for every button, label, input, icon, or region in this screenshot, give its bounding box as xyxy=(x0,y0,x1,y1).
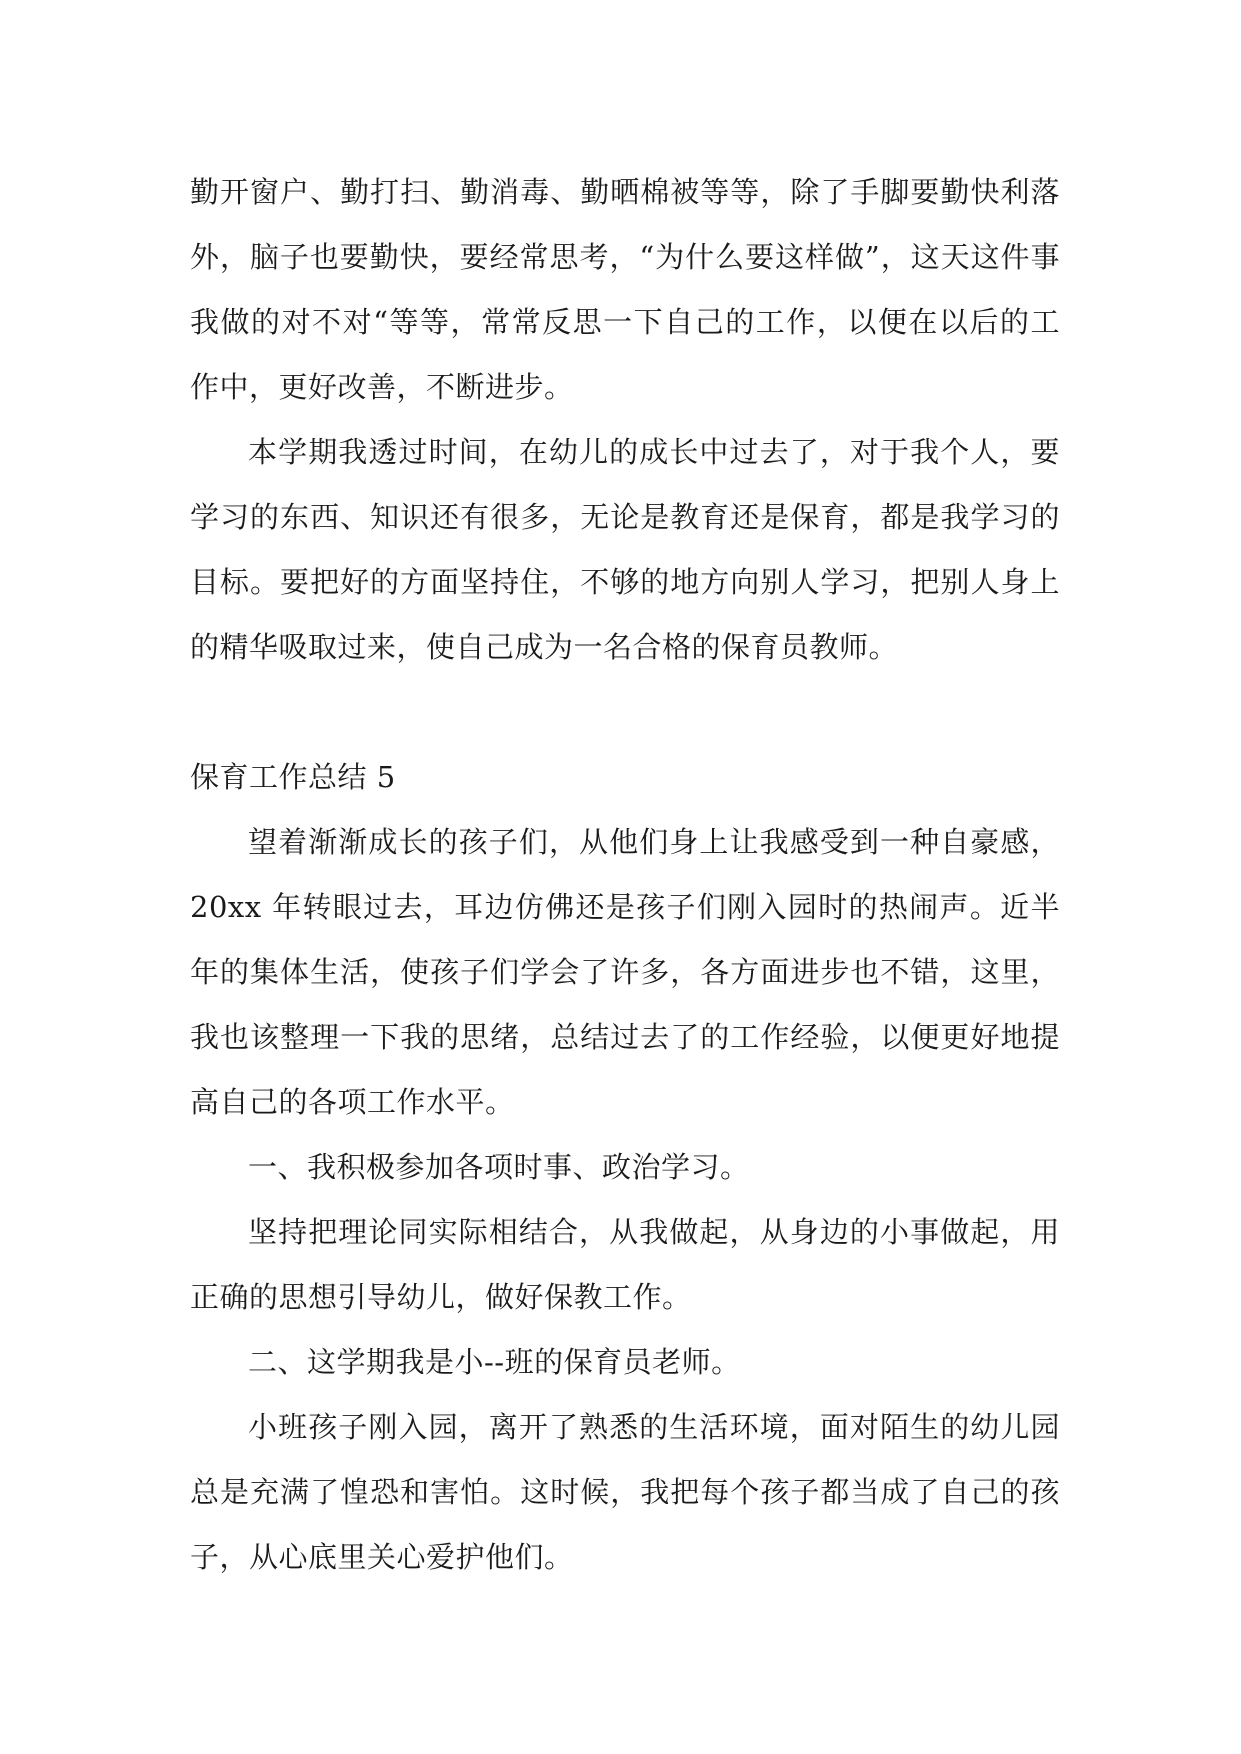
paragraph: 望着渐渐成长的孩子们，从他们身上让我感受到一种自豪感，20xx 年转眼过去，耳边仿佛还是孩子们刚入园时的热闹声。近半年的集体生活，使孩子们学会了许多，各方面进步也不错，这里，我也该整理一下我的思绪，总结过去了的工作经验，以便更好地提高自己的各项工作水平。 xyxy=(190,825,1060,1119)
paragraph: 小班孩子刚入园，离开了熟悉的生活环境，面对陌生的幼儿园总是充满了惶恐和害怕。这时候，我把每个孩子都当成了自己的孩子，从心底里关心爱护他们。 xyxy=(190,1410,1060,1574)
paragraph: 坚持把理论同实际相结合，从我做起，从身边的小事做起，用正确的思想引导幼儿，做好保教工作。 xyxy=(190,1215,1060,1314)
paragraph: 一、我积极参加各项时事、政治学习。 xyxy=(248,1150,750,1184)
document-body xyxy=(190,160,1060,1590)
paragraph: 勤开窗户、勤打扫、勤消毒、勤晒棉被等等，除了手脚要勤快利落外，脑子也要勤快，要经常思考，“为什么要这样做”，这天这件事我做的对不对“等等，常常反思一下自己的工作，以便在以后的工作中，更好改善，不断进步。 xyxy=(190,175,1060,404)
paragraph: 二、这学期我是小--班的保育员老师。 xyxy=(248,1345,741,1379)
paragraph: 本学期我透过时间，在幼儿的成长中过去了，对于我个人，要学习的东西、知识还有很多，无论是教育还是保育，都是我学习的目标。要把好的方面坚持住，不够的地方向别人学习，把别人身上的精华吸取过来，使自己成为一名合格的保育员教师。 xyxy=(190,435,1060,664)
section-heading: 保育工作总结 5 xyxy=(190,760,396,794)
